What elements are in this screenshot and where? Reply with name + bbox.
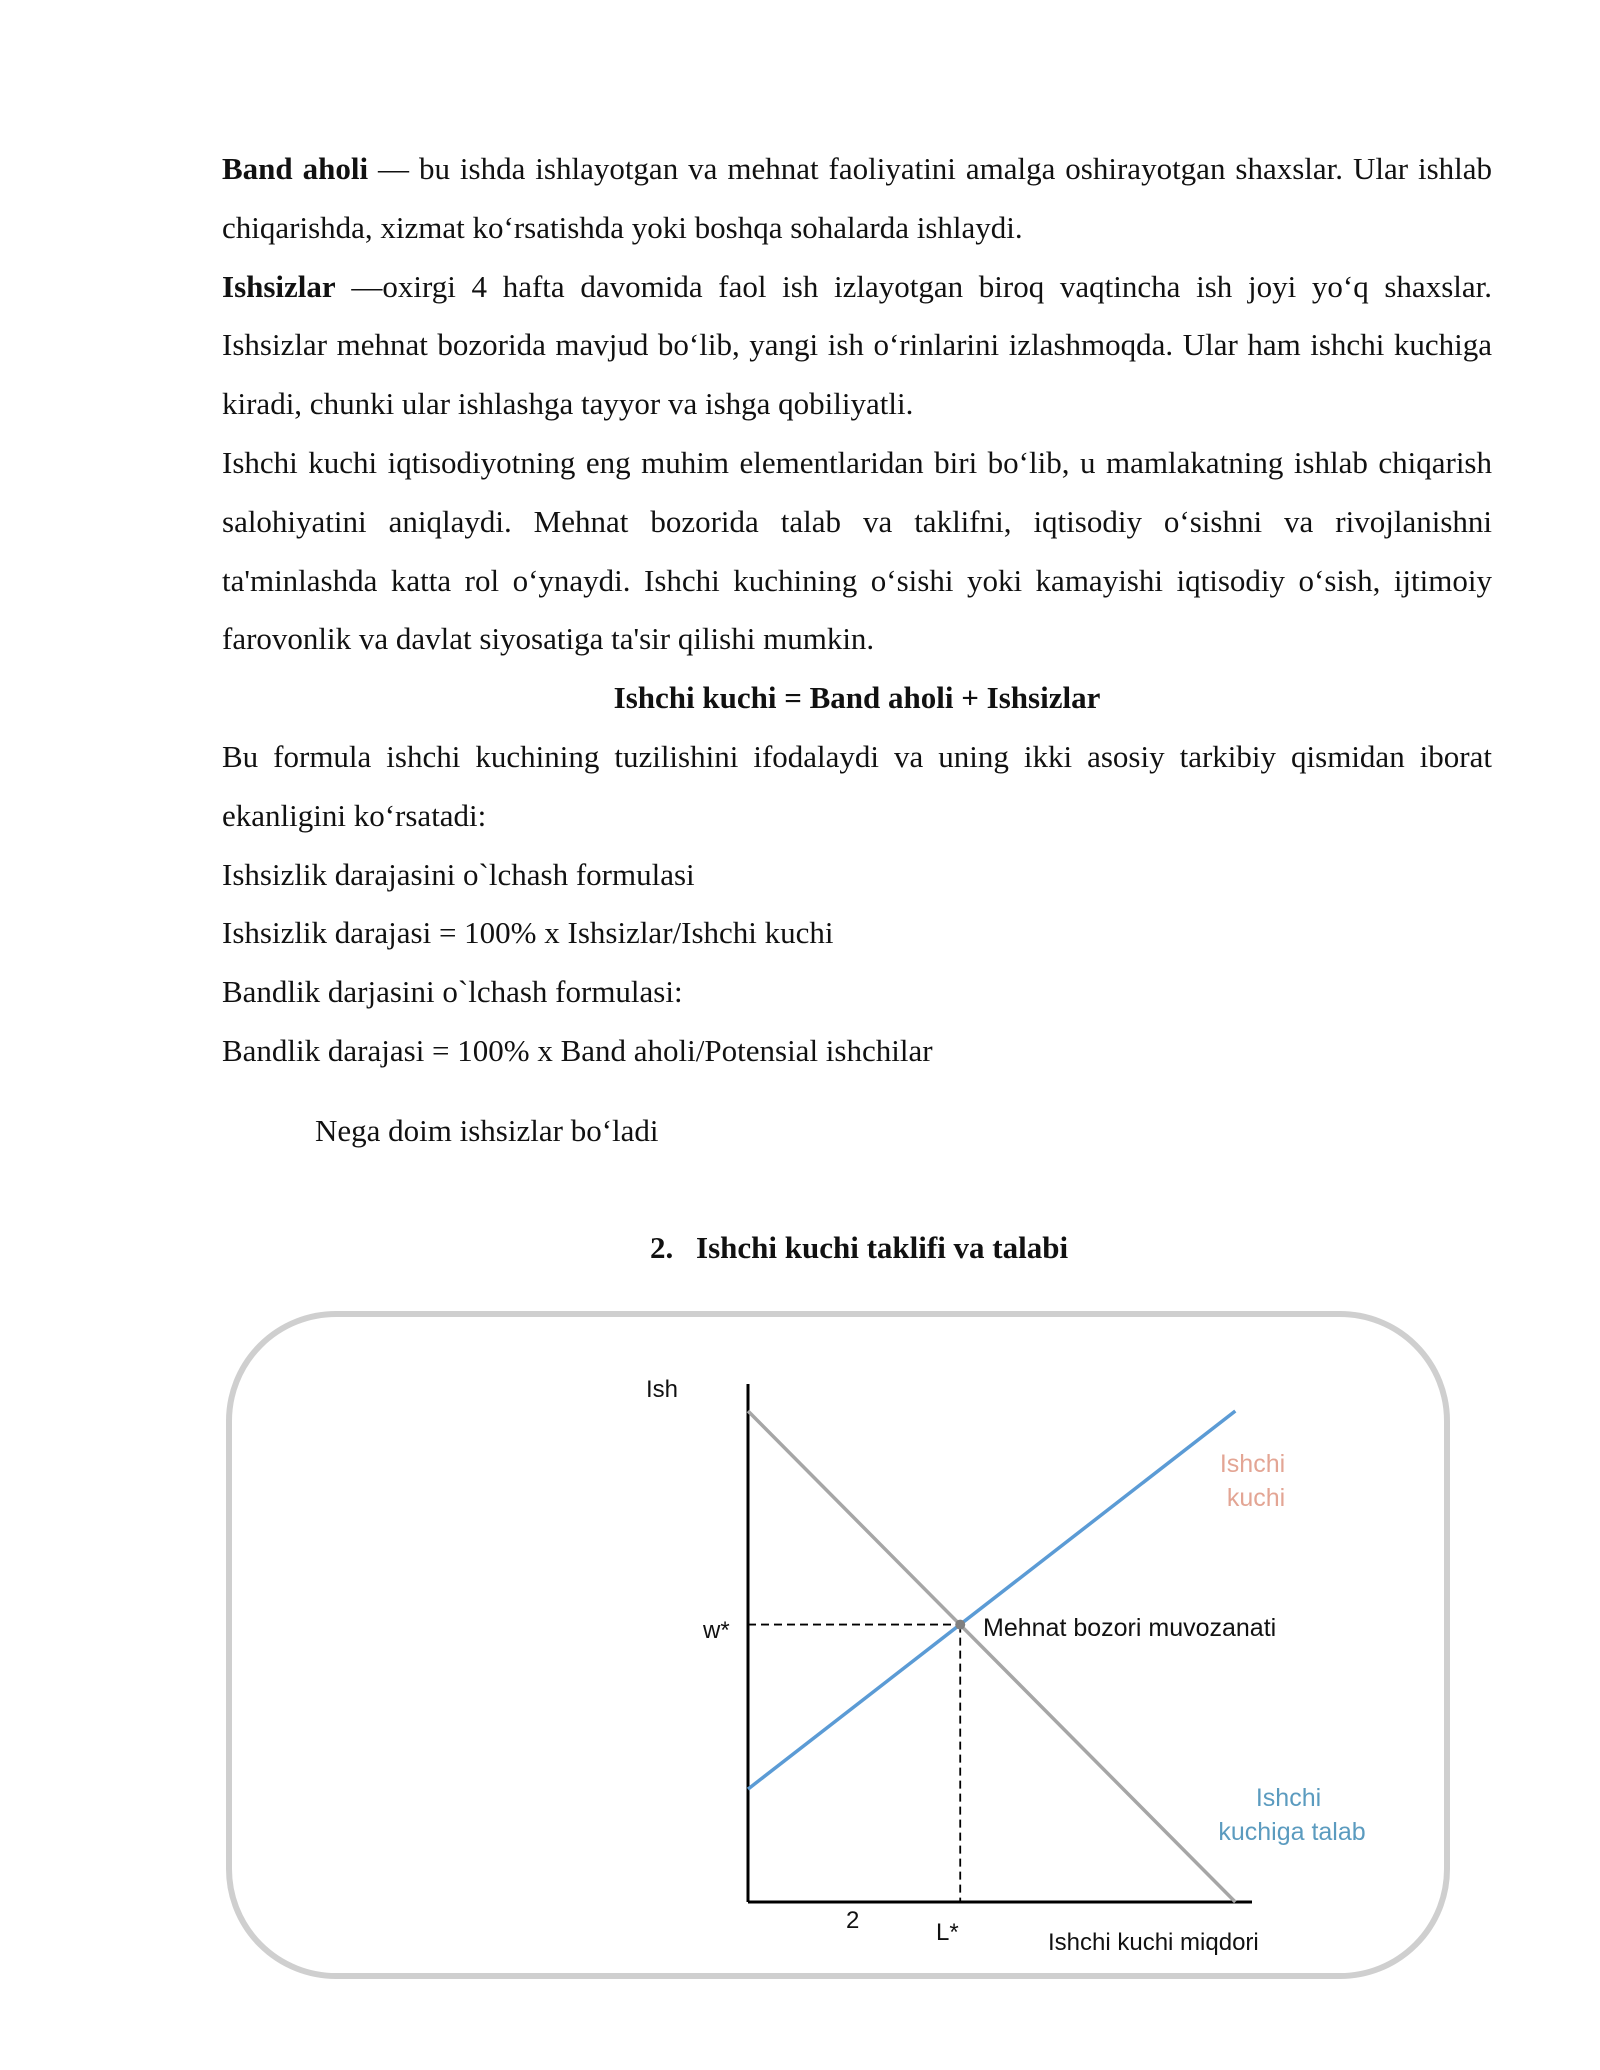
series-line-0 — [748, 1411, 1235, 1902]
employment-heading: Bandlik darjasini o`lchash formulasi: — [222, 974, 683, 1010]
series-label-demand: Ishchi kuchiga talab — [1218, 1784, 1366, 1846]
definition-ishsizlar: —oxirgi 4 hafta davomida faol ish izlayotgan biroq vaqtincha ish joyi yo‘q shaxslar. Ishsizlar mehnat bozorida mavjud bo‘lib, yangi ish o‘rinlarini izlashmoqda. Ular ham ishchi kuchiga kiradi, chunki ular ishlashga tayyor va ishga qobiliyatli. — [222, 268, 1492, 422]
equilibrium-point — [955, 1620, 965, 1630]
y-tick-label: w* — [703, 1617, 730, 1644]
term-band-aholi: Band aholi — [222, 151, 369, 186]
paragraph-ishchi-kuchi: Ishchi kuchi iqtisodiyotning eng muhim elementlaridan biri bo‘lib, u mamlakatning ishlab chiqarish salohiyatini aniqlaydi. Mehnat bozorida talab va taklifni, iqtisodiy o‘sishni va rivojlanishni ta'minlashda katta rol o‘ynaydi. Ishchi kuchining o‘sishi yoki kamayishi iqtisodiy o‘sish, ijtimoiy farovonlik va davlat siyosatiga ta'sir qilishi mumkin. — [222, 444, 1492, 657]
x-axis-label: Ishchi kuchi miqdori — [1048, 1929, 1259, 1956]
x-tick-label: L* — [936, 1919, 959, 1946]
employment-formula: Bandlik darajasi = 100% x Band aholi/Potensial ishchilar — [222, 1032, 933, 1068]
y-axis-label: Ish — [646, 1376, 679, 1403]
paragraph-formula-explain: Bu formula ishchi kuchining tuzilishini ifodalaydi va uning ikki asosiy tarkibiy qismidan iborat ekanligini ko‘rsatadi: — [222, 738, 1492, 833]
formula-main: Ishchi kuchi = Band aholi + Ishsizlar — [613, 680, 1101, 716]
series-label-supply: Ishchi kuchi — [1219, 1450, 1286, 1512]
section-title-text: Ishchi kuchi taklifi va talabi — [696, 1230, 1069, 1265]
subheading: Nega doim ishsizlar bo‘ladi — [315, 1113, 659, 1148]
term-ishsizlar: Ishsizlar — [222, 268, 336, 304]
section-number: 2. — [650, 1230, 674, 1265]
equilibrium-label: Mehnat bozori muvozanati — [983, 1614, 1277, 1642]
series-layer — [748, 1411, 1235, 1902]
x-extra-label: 2 — [846, 1907, 860, 1934]
definition-band-aholi: — bu ishda ishlayotgan va mehnat faoliyatini amalga oshirayotgan shaxslar. Ular ishlab chiqarishda, xizmat ko‘rsatishda yoki boshqa sohalarda ishlaydi. — [222, 151, 1493, 245]
unemployment-heading: Ishsizlik darajasini o`lchash formulasi — [222, 856, 695, 892]
series-line-1 — [748, 1411, 1235, 1789]
unemployment-formula: Ishsizlik darajasi = 100% x Ishsizlar/Ishchi kuchi — [222, 915, 834, 951]
